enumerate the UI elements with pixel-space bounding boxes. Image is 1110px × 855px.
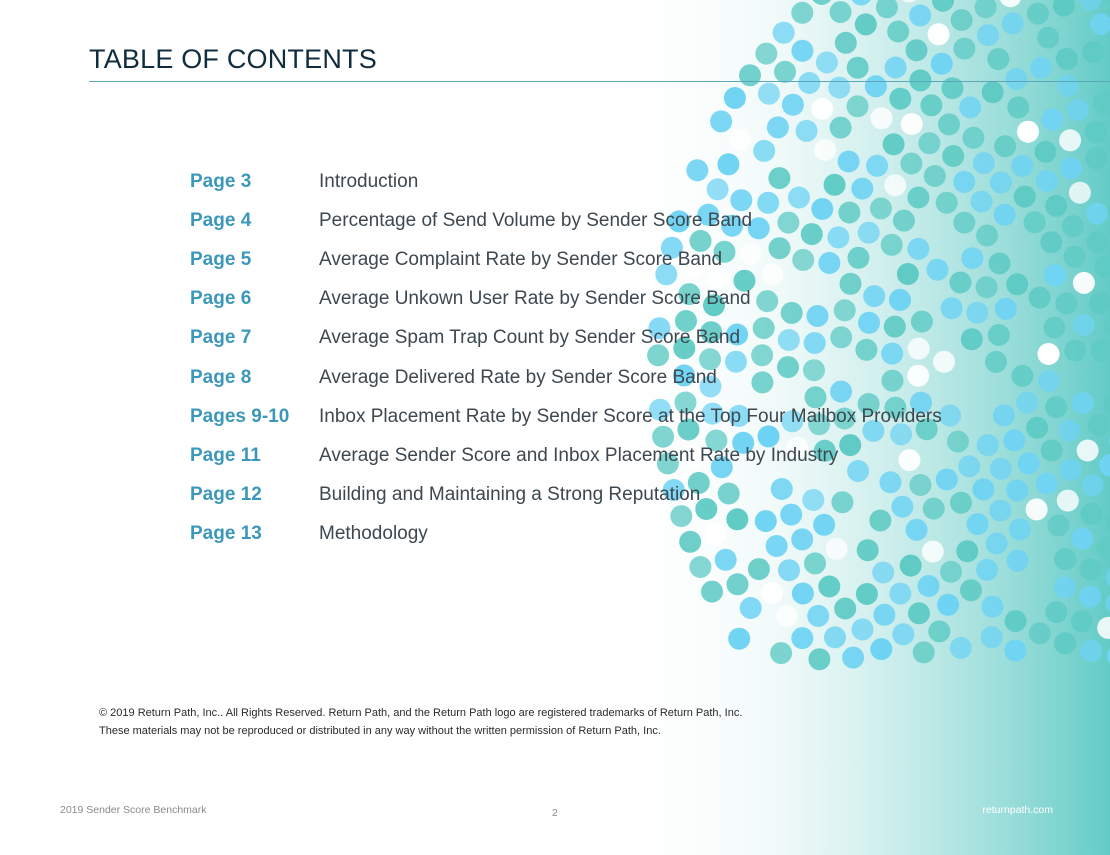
footer-page-number: 2	[552, 807, 558, 819]
toc-page-number[interactable]: Page 5	[190, 248, 252, 270]
toc-entry-label: Methodology	[319, 523, 428, 545]
toc-page-number[interactable]: Page 3	[190, 170, 252, 192]
toc-page-number[interactable]: Page 7	[190, 327, 252, 349]
toc-entry[interactable]	[190, 515, 942, 554]
toc-entry[interactable]	[190, 162, 942, 201]
page-title: TABLE OF CONTENTS	[89, 44, 377, 74]
toc-entry-label: Average Unkown User Rate by Sender Score Band	[319, 288, 751, 310]
reproduction-notice: These materials may not be reproduced or distributed in any way without the written permission of Return Path, Inc.	[99, 725, 661, 737]
toc-page-number[interactable]: Page 12	[190, 484, 262, 506]
toc-entry-label: Average Complaint Rate by Sender Score Band	[319, 248, 723, 270]
toc-page-number[interactable]: Page 4	[190, 209, 252, 231]
toc-page-number[interactable]: Page 11	[190, 444, 261, 466]
toc-entry-label: Building and Maintaining a Strong Reputation	[319, 484, 701, 506]
toc-entry-label: Average Spam Trap Count by Sender Score Band	[319, 327, 741, 349]
toc-entry[interactable]	[190, 476, 942, 515]
title-divider	[89, 81, 1110, 82]
legal-notice	[99, 704, 742, 740]
toc-entry-label: Average Sender Score and Inbox Placement Rate by Industry	[319, 444, 839, 466]
toc-entry[interactable]	[190, 358, 942, 397]
toc-entry-label: Average Delivered Rate by Sender Score Band	[319, 366, 717, 388]
toc-entry[interactable]	[190, 280, 942, 319]
footer-website-link[interactable]: returnpath.com	[982, 804, 1053, 816]
footer-document-title: 2019 Sender Score Benchmark	[60, 804, 207, 816]
toc-entry-label: Inbox Placement Rate by Sender Score at the Top Four Mailbox Providers	[319, 405, 942, 427]
toc-entry-label: Introduction	[319, 170, 419, 192]
toc-page-number[interactable]: Page 8	[190, 366, 252, 388]
toc-entry[interactable]	[190, 240, 942, 279]
toc-list	[190, 162, 942, 554]
toc-entry[interactable]	[190, 436, 942, 475]
toc-page-number[interactable]: Pages 9-10	[190, 405, 290, 427]
toc-entry[interactable]	[190, 201, 942, 240]
toc-entry[interactable]	[190, 397, 942, 436]
copyright-line: © 2019 Return Path, Inc.. All Rights Reserved. Return Path, and the Return Path logo are registered trademarks of Return Path, Inc.	[99, 707, 743, 719]
toc-entry-label: Percentage of Send Volume by Sender Score Band	[319, 209, 753, 231]
toc-entry[interactable]	[190, 319, 942, 358]
toc-page-number[interactable]: Page 6	[190, 288, 252, 310]
toc-page-number[interactable]: Page 13	[190, 523, 262, 545]
